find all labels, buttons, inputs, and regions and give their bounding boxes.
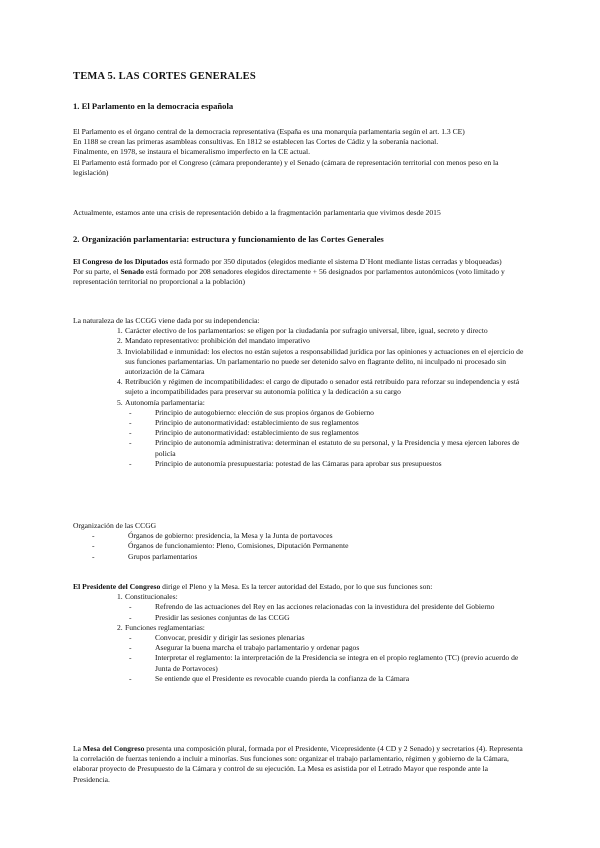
paragraph: En 1188 se crean las primeras asambleas consultivas. En 1812 se establecen las Cortes de Cádiz y la soberanía nacional. [73,137,439,147]
list-item-text: Constitucionales: [125,592,178,602]
list-number: 1. [117,326,123,336]
list-item [73,398,525,408]
dash-marker: - [92,551,95,561]
list-item-text: Principio de autogobierno: elección de sus propios órganos de Gobierno [155,407,374,417]
list-item-text: Interpretar el reglamento: la interpretación de la Presidencia se integra en el propio reglamento (TC) (previo acuerdo de Junta de Portavoces) [155,653,519,673]
dash-marker: - [92,531,95,541]
mesa-section [73,744,525,785]
list-item [73,674,525,684]
dash-marker: - [129,633,132,643]
list-number: 5. [117,397,123,407]
text: dirige el Pleno y la Mesa. Es la tercer autoridad del Estado, por lo que sus funciones son: [160,582,433,591]
paragraph: El Parlamento es el órgano central de la democracia representativa (España es una monarquía parlamentaria según el art. 1.3 CE) [73,127,465,136]
section-1-heading: 1. El Parlamento en la democracia española [73,101,234,111]
list-item [73,459,525,469]
list-item [73,643,525,653]
list-number: 1. [117,592,123,602]
list-item [73,613,525,623]
list-item [73,347,525,378]
dash-marker: - [129,643,132,653]
text: La [73,744,83,753]
list-number: 3. [117,346,123,356]
bold-lead: El Congreso de los Diputados [73,257,169,266]
list-item-text: Autonomía parlamentaria: [125,397,205,407]
list-item-text: Grupos parlamentarios [128,551,198,561]
list-item-text: Órganos de funcionamiento: Pleno, Comisiones, Diputación Permanente [128,541,349,551]
section-2-heading: 2. Organización parlamentaria: estructura y funcionamiento de las Cortes Generales [73,234,384,244]
paragraph-senado [73,267,525,287]
section-1-body [73,127,525,178]
list-item [73,428,525,438]
composition-paragraphs [73,257,525,288]
dash-marker: - [129,673,132,683]
list-item-text: Se entiende que el Presidente es revocable cuando pierda la confianza de la Cámara [155,673,410,683]
paragraph: El Parlamento está formado por el Congreso (cámara preponderante) y el Senado (cámara de representación territorial con menos peso en la legislación) [73,157,499,177]
presidente-section [73,582,525,684]
list-item [73,531,525,541]
organizacion-list [73,531,525,562]
paragraph: Actualmente, estamos ante una crisis de representación debido a la fragmentación parlamentaria que vivimos desde 2015 [73,208,441,217]
naturaleza-list [73,326,525,408]
document-title: TEMA 5. LAS CORTES GENERALES [73,71,256,82]
organizacion-section [73,521,525,562]
dash-marker: - [129,612,132,622]
list-item [73,336,525,346]
autonomia-list [73,408,525,469]
list-item-text: Mandato representativo: prohibición del mandato imperativo [125,336,310,346]
list-item-text: Órganos de gobierno: presidencia, la Mesa y la Junta de portavoces [128,531,333,541]
dash-marker: - [92,541,95,551]
list-item-text: Convocar, presidir y dirigir las sesiones plenarias [155,633,305,643]
list-item-text: Principio de autonormatividad: establecimiento de sus reglamentos [155,428,359,438]
paragraph-presidente [73,582,525,592]
funciones-sublist [73,602,525,622]
dash-marker: - [129,438,132,448]
dash-marker: - [129,407,132,417]
list-item [73,653,525,673]
list-item-text: Inviolabilidad e inmunidad: los electos no están sujetos a responsabilidad jurídica por las opiniones y actuaciones en el ejercicio de sus funciones parlamentarias. Un parlamentario no puede ser detenido salvo en flagrante delito, ni inculpado ni procesado sin autorización de la Cámara [125,346,524,377]
text: está formado por 350 diputados (elegidos mediante el sistema D´Hont mediante listas cerradas y bloqueadas) [168,257,502,266]
text: está formado por 208 senadores elegidos directamente + 56 designados por parlamentos autonómicos (voto limitado y representación territorial no proporcional a la población) [73,267,505,287]
dash-marker: - [129,602,132,612]
paragraph: Finalmente, en 1978, se instaura el bicameralismo imperfecto en la CE actual. [73,147,311,157]
list-item-text: Retribución y régimen de incompatibilidades: el cargo de diputado o senador está retribuido para reforzar su independencia y está sujeto a incompatibilidades para preservar su autonomía política y la dedicación a su cargo [125,377,520,397]
list-item [73,623,525,633]
list-number: 2. [117,336,123,346]
bold-lead: El Presidente del Congreso [73,582,161,591]
list-item-text: Asegurar la buena marcha el trabajo parlamentario y ordenar pagos [155,643,360,653]
list-item [73,602,525,612]
text: presenta una composición plural, formada por el Presidente, Vicepresidente (4 CD y 2 Senado) y secretarios (4). Representa la correlación de fuerzas teniendo a incluir a minorías. Sus funciones son: organizar el trabajo parlamentario, régimen y gobierno de la Cámara, elaborar proyecto de Presupuesto de la Cámara y control de su ejecución. La Mesa es asistida por el Letrado Mayor que responde ante la Presidencia. [73,744,523,784]
list-item [73,633,525,643]
list-item [73,326,525,336]
list-item [73,418,525,428]
bold-lead: Senado [120,267,145,277]
dash-marker: - [129,418,132,428]
list-item-text: Refrendo de las actuaciones del Rey en las acciones relacionadas con la investidura del presidente del Gobierno [155,602,495,612]
funciones-list [73,592,525,602]
list-item-text: Principio de autonormatividad: establecimiento de sus reglamentos [155,418,359,428]
dash-marker: - [129,458,132,468]
list-item [73,377,525,397]
paragraph-congreso [73,257,525,267]
paragraph-mesa [73,744,525,785]
list-item-text: Funciones reglamentarias: [125,622,205,632]
funciones-sublist [73,633,525,684]
dash-marker: - [129,428,132,438]
list-item [73,541,525,551]
bold-lead: Mesa del Congreso [82,744,145,753]
list-item [73,552,525,562]
list-number: 2. [117,622,123,632]
list-item [73,592,525,602]
list-item-text: Principio de autonomía administrativa: determinan el estatuto de su personal, y la Presidencia y mesa ejercen labores de policía [155,438,520,458]
list-item-text: Presidir las sesiones conjuntas de las CCGG [155,612,290,622]
naturaleza-section [73,316,525,469]
dash-marker: - [129,653,132,663]
list-item-text: Principio de autonomía presupuestaria: potestad de las Cámaras para aprobar sus presupuestos [155,458,442,468]
list-item [73,438,525,458]
text: Por su parte, el [73,267,121,277]
list-item-text: Carácter electivo de los parlamentarios: se eligen por la ciudadanía por sufragio universal, libre, igual, secreto y directo [125,326,488,336]
paragraph: La naturaleza de las CCGG viene dada por su independencia: [73,316,260,325]
list-number: 4. [117,377,123,387]
funciones-list [73,623,525,633]
paragraph: Organización de las CCGG [73,521,157,530]
list-item [73,408,525,418]
